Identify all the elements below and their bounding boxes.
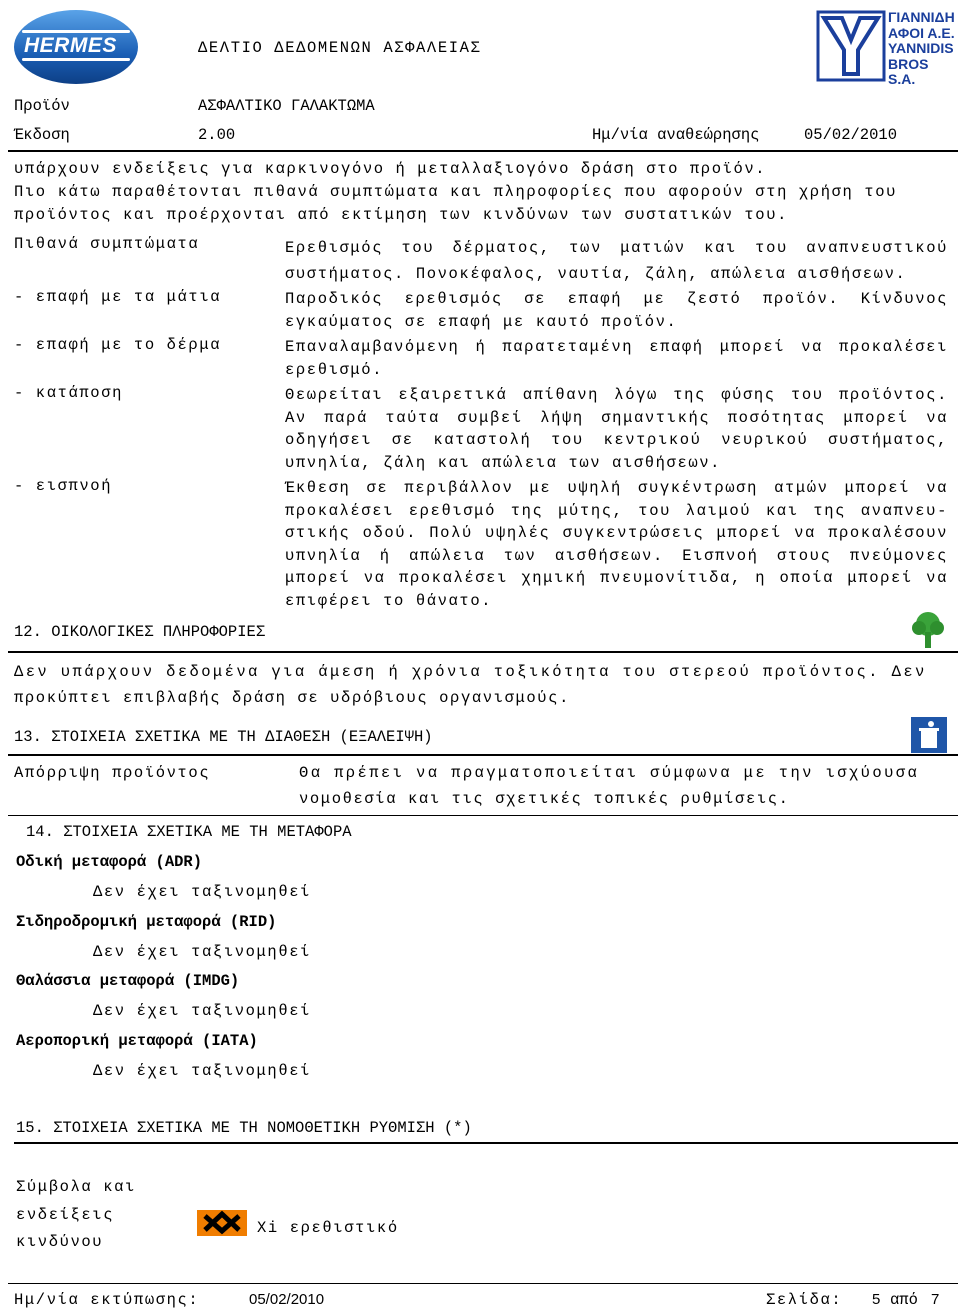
- intro-line: υπάρχουν ενδείξεις για καρκινογόνο ή μεταλλαξιογόνο δράση στο προϊόν.: [14, 160, 767, 178]
- tree-icon: [908, 610, 948, 655]
- section-13-divider: [8, 754, 958, 756]
- version-value: 2.00: [198, 126, 236, 144]
- page-label: Σελίδα:: [766, 1291, 843, 1309]
- footer-divider: [8, 1283, 958, 1284]
- section-15-title: 15. ΣΤΟΙΧΕΙΑ ΣΧΕΤΙΚΑ ΜΕ ΤΗ ΝΟΜΟΘΕΤΙΚΗ ΡΥΘΜΙΣΗ (*): [16, 1119, 472, 1137]
- header-divider: [8, 150, 958, 152]
- hazard-text: Xi ερεθιστικό: [257, 1219, 399, 1237]
- transport-mode: Αεροπορική μεταφορά (IATA): [16, 1032, 258, 1050]
- disposal-icon: [911, 717, 947, 758]
- section-12-title: 12. ΟΙΚΟΛΟΓΙΚΕΣ ΠΛΗΡΟΦΟΡΙΕΣ: [14, 623, 266, 641]
- transport-mode: Σιδηροδρομική μεταφορά (RID): [16, 913, 277, 931]
- disposal-text: νομοθεσία και τις σχετικές τοπικές ρυθμίσεις.: [299, 790, 790, 808]
- disposal-label: Απόρριψη προϊόντος: [14, 764, 211, 782]
- revision-date: 05/02/2010: [804, 126, 898, 144]
- section-14-title: 14. ΣΤΟΙΧΕΙΑ ΣΧΕΤΙΚΑ ΜΕ ΤΗ ΜΕΤΑΦΟΡΑ: [26, 823, 352, 841]
- section-13-title: 13. ΣΤΟΙΧΕΙΑ ΣΧΕΤΙΚΑ ΜΕ ΤΗ ΔΙΑΘΕΣΗ (ΕΞΑΛΕΙΨΗ): [14, 728, 433, 746]
- disposal-text: Θα πρέπει να πραγματοποιείται σύμφωνα με την ισχύουσα: [299, 764, 920, 782]
- page-of: από: [890, 1291, 918, 1309]
- section-15-divider: [14, 1142, 958, 1144]
- transport-value: Δεν έχει ταξινομηθεί: [93, 883, 312, 901]
- intro-line: Πιο κάτω παραθέτονται πιθανά συμπτώματα και πληροφορίες που αφορούν στη χρήση του: [14, 183, 898, 201]
- hazard-symbols-label: κινδύνου: [16, 1233, 104, 1251]
- eye-contact-text: Παροδικός ερεθισμός σε επαφή με ζεστό προϊόν. Κίνδυνος εγκαύματος σε επαφή με καυτό προϊόν.: [285, 290, 948, 331]
- inhalation-text: Έκθεση σε περιβάλλον με υψηλή συγκέντρωση ατμών μπορεί να προκαλέσει ερεθισμό της μύτης, του λαιμού και της αναπνευ-στικής οδού. Πολύ υψηλές συγκεντρώσεις μπορεί να προκαλέσουν υπνηλία ή απώλεια των αισθήσεων. Εισπνοή στους πνεύμονες μπορεί να προκαλέσει χημική πνευμονίτιδα, η οποία μπορεί να επιφέρει το θάνατο.: [285, 479, 948, 610]
- eye-contact-label: - επαφή με τα μάτια: [14, 288, 222, 306]
- ingestion-label: - κατάποση: [14, 384, 124, 402]
- ingestion-text: Θεωρείται εξαιρετικά απίθανη λόγω της φύσης του προϊόντος. Αν παρά ταύτα συμβεί λήψη σημαντικής ποσότητας μπορεί να οδηγήσει σε καταστολή του κεντρικού νευρικού συστήματος, υπνηλία, ζάλη και απώλεια των αισθήσεων.: [285, 386, 948, 472]
- print-date-label: Ημ/νία εκτύπωσης:: [14, 1291, 200, 1309]
- hazard-symbols-label: ενδείξεις: [16, 1206, 115, 1224]
- section-12-text: Δεν υπάρχουν δεδομένα για άμεση ή χρόνια τοξικότητα του στερεού προϊόντος. Δεν: [14, 663, 927, 681]
- section-14-top-divider: [8, 815, 958, 816]
- version-label: Έκδοση: [14, 126, 70, 144]
- document-title: ΔΕΛΤΙΟ ΔΕΔΟΜΕΝΩΝ ΑΣΦΑΛΕΙΑΣ: [198, 39, 482, 57]
- page-number: 5: [872, 1291, 881, 1308]
- revision-label: Ημ/νία αναθεώρησης: [592, 126, 760, 144]
- transport-value: Δεν έχει ταξινομηθεί: [93, 943, 312, 961]
- print-date: 05/02/2010: [249, 1291, 325, 1308]
- inhalation-label: - εισπνοή: [14, 477, 113, 495]
- symptoms-label: Πιθανά συμπτώματα: [14, 235, 200, 253]
- intro-line: προϊόντος και προέρχονται από εκτίμηση των κινδύνων των συστατικών του.: [14, 206, 789, 224]
- product-label: Προϊόν: [14, 97, 70, 115]
- symptoms-text: Ερεθισμός του δέρματος, των ματιών και του αναπνευστικού συστήματος. Πονοκέφαλος, ναυτία, ζάλη, απώλεια αισθήσεων.: [285, 239, 948, 283]
- yannidis-logo: ΓΙΑΝΝΙΔΗ ΑΦΟΙ Α.Ε. YANNIDIS BROS S.A.: [816, 10, 956, 86]
- section-12-text: προκύπτει επιβλαβής δράση σε υδρόβιους οργανισμούς.: [14, 689, 570, 707]
- transport-mode: Οδική μεταφορά (ADR): [16, 853, 203, 871]
- skin-contact-text: Επαναλαμβανόμενη ή παρατεταμένη επαφή μπορεί να προκαλέσει ερεθισμό.: [285, 338, 948, 379]
- transport-value: Δεν έχει ταξινομηθεί: [93, 1062, 312, 1080]
- transport-value: Δεν έχει ταξινομηθεί: [93, 1002, 312, 1020]
- section-12-divider: [8, 651, 958, 653]
- skin-contact-label: - επαφή με το δέρμα: [14, 336, 222, 354]
- irritant-hazard-icon: [197, 1210, 247, 1241]
- page-total: 7: [931, 1291, 940, 1308]
- product-name: ΑΣΦΑΛΤΙΚΟ ΓΑΛΑΚΤΩΜΑ: [198, 97, 375, 115]
- transport-mode: Θαλάσσια μεταφορά (IMDG): [16, 972, 240, 990]
- hazard-symbols-label: Σύμβολα και: [16, 1178, 136, 1196]
